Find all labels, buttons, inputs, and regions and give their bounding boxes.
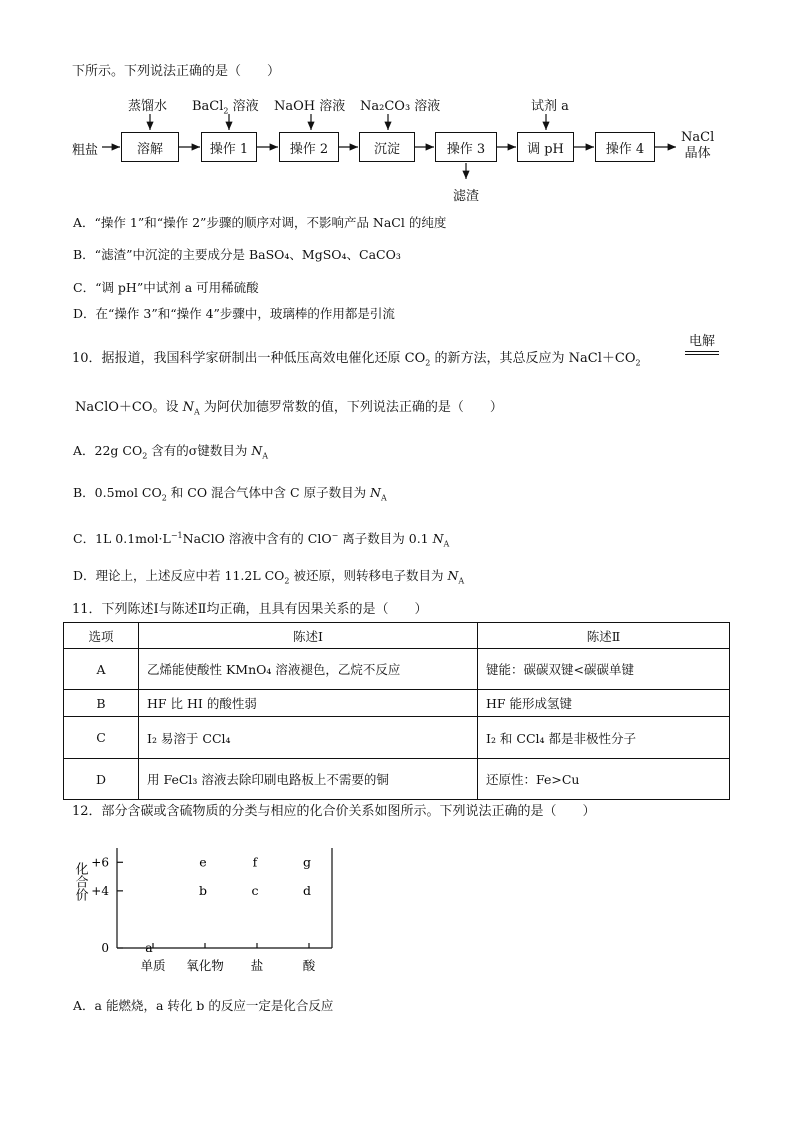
q9-option-a: A．“操作 1”和“操作 2”步骤的顺序对调，不影响产品 NaCl 的纯度 xyxy=(73,215,447,230)
reagent-distilled-water: 蒸馏水 xyxy=(128,99,168,114)
x-tick-label: 单质 xyxy=(140,958,166,973)
q9-option-c: C．“调 pH”中试剂 a 可用稀硫酸 xyxy=(73,280,259,295)
flow-start-crude-salt: 粗盐 xyxy=(72,143,99,158)
reagent-bacl2: BaCl$_2$ 溶液 xyxy=(192,99,259,116)
q10-condition: 电解 xyxy=(685,334,719,355)
table-header-option: 选项 xyxy=(64,623,139,649)
table-cell-statement-2: HF 能形成氢键 xyxy=(478,690,730,717)
q10-option-a: A．22g $CO_2$ 含有的σ键数目为 $N_A$ xyxy=(73,443,269,461)
data-point-e: e xyxy=(199,854,207,870)
table-cell-statement-1: 乙烯能使酸性 KMnO₄ 溶液褪色，乙烷不反应 xyxy=(139,649,478,690)
flow-box-precipitate: 沉淀 xyxy=(359,132,415,162)
q10-option-c: C．1L $0.1mol\cdot L^{-1}NaClO$ 溶液中含有的 ClO− 离子数目为 0.1 $N_A$ xyxy=(73,531,450,549)
q10-option-b: B．0.5mol $CO_2$ 和 CO 混合气体中含 C 原子数目为 $N_A$ xyxy=(73,485,387,503)
process-flow-diagram xyxy=(72,92,732,210)
data-point-d: d xyxy=(302,882,312,898)
q12-stem: 12．部分含碳或含硫物质的分类与相应的化合价关系如图所示。下列说法正确的是（ ） xyxy=(72,804,596,819)
q11-table xyxy=(63,622,730,800)
table-row xyxy=(64,690,730,717)
data-point-g: g xyxy=(302,854,312,870)
table-cell-statement-1: HF 比 HI 的酸性弱 xyxy=(139,690,478,717)
x-tick-label: 盐 xyxy=(250,958,264,973)
table-cell-option: C xyxy=(64,717,139,759)
y-tick-label: +4 xyxy=(91,883,109,898)
reagent-na2co3: Na₂CO₃ 溶液 xyxy=(360,99,441,114)
table-header-statement-2: 陈述Ⅱ xyxy=(478,623,730,649)
y-tick-label: +6 xyxy=(91,855,109,870)
table-cell-option: A xyxy=(64,649,139,690)
q9-stem-tail: 下所示。下列说法正确的是（ ） xyxy=(72,64,281,79)
flow-box-operation-2: 操作 2 xyxy=(279,132,339,162)
data-point-b: b xyxy=(198,882,208,898)
table-header-row xyxy=(64,623,730,649)
valence-classification-chart xyxy=(72,838,342,983)
data-point-a: a xyxy=(145,940,153,955)
table-cell-statement-2: I₂ 和 CCl₄ 都是非极性分子 xyxy=(478,717,730,759)
table-header-statement-1: 陈述Ⅰ xyxy=(139,623,478,649)
q9-option-b: B．“滤渣”中沉淀的主要成分是 BaSO₄、MgSO₄、CaCO₃ xyxy=(73,247,401,262)
data-point-c: c xyxy=(251,882,259,898)
table-cell-option: D xyxy=(64,759,139,800)
flow-box-adjust-ph: 调 pH xyxy=(517,132,574,162)
table-cell-statement-1: 用 FeCl₃ 溶液去除印刷电路板上不需要的铜 xyxy=(139,759,478,800)
q10-stem-line2: NaClO＋CO。设 $N_A$ 为阿伏加德罗常数的值，下列说法正确的是（ ） xyxy=(75,400,503,417)
table-cell-statement-2: 键能：碳碳双键<碳碳单键 xyxy=(478,649,730,690)
flow-box-operation-3: 操作 3 xyxy=(435,132,497,162)
table-row xyxy=(64,649,730,690)
flow-box-operation-4: 操作 4 xyxy=(595,132,655,162)
reagent-naoh: NaOH 溶液 xyxy=(274,99,346,114)
flow-box-dissolve: 溶解 xyxy=(121,132,179,162)
reagent-a: 试剂 a xyxy=(531,99,569,114)
table-cell-statement-1: I₂ 易溶于 CCl₄ xyxy=(139,717,478,759)
x-tick-label: 酸 xyxy=(302,958,316,973)
table-cell-statement-2: 还原性：Fe>Cu xyxy=(478,759,730,800)
q9-option-d: D．在“操作 3”和“操作 4”步骤中，玻璃棒的作用都是引流 xyxy=(73,306,395,321)
flow-box-operation-1: 操作 1 xyxy=(201,132,257,162)
flow-output-nacl-crystal: NaCl 晶体 xyxy=(681,130,715,161)
q10-stem-line1: 10．据报道，我国科学家研制出一种低压高效电催化还原 $CO_2$ 的新方法，其总反应为 $NaCl+CO_2$ xyxy=(72,351,641,368)
q10-option-d: D．理论上，上述反应中若 11.2L $CO_2$ 被还原，则转移电子数目为 $N_A$ xyxy=(73,568,465,586)
table-cell-option: B xyxy=(64,690,139,717)
data-point-f: f xyxy=(252,854,258,870)
x-tick-label: 氧化物 xyxy=(186,958,224,973)
y-axis-label: 化合价 xyxy=(72,862,88,901)
y-tick-label: 0 xyxy=(101,941,109,955)
q12-option-a: A．a 能燃烧，a 转化 b 的反应一定是化合反应 xyxy=(73,998,334,1013)
table-row xyxy=(64,717,730,759)
flow-residue: 滤渣 xyxy=(453,189,480,204)
table-row xyxy=(64,759,730,800)
q11-stem: 11．下列陈述Ⅰ与陈述Ⅱ均正确，且具有因果关系的是（ ） xyxy=(72,602,428,617)
